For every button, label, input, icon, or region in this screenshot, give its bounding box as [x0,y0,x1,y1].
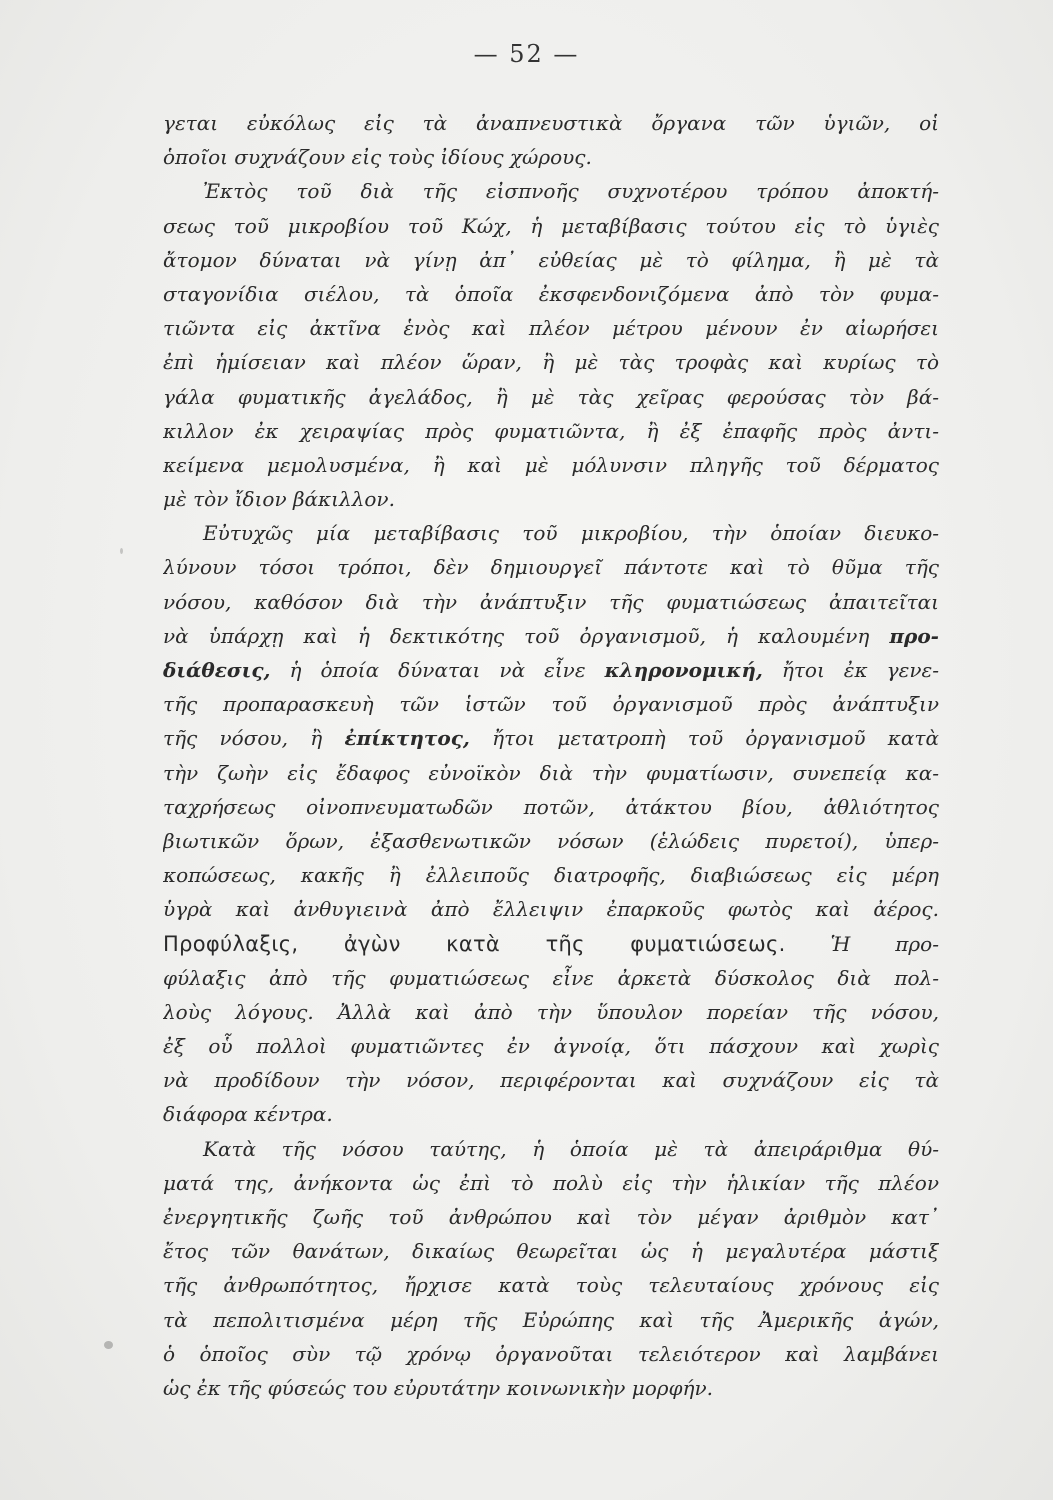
text-line [163,653,939,687]
text-line [163,1029,939,1063]
emphasized-term: ἐπίκτητος, [344,726,470,751]
line-text: νὰ προδίδουν τὴν νόσον, περιφέρονται καὶ συχνάζουν εἰς τὰ [163,1068,939,1093]
line-text: ἐπὶ ἡμίσειαν καὶ πλέον ὥραν, ἢ μὲ τὰς τροφὰς καὶ κυρίως τὸ [163,350,939,375]
line-text: Κατὰ τῆς νόσου ταύτης, ἡ ὁποία μὲ τὰ ἀπειράριθμα θύ- [203,1136,939,1161]
line-text: ὁ ὁποῖος σὺν τῷ χρόνῳ ὀργανοῦται τελειότερον καὶ λαμβάνει [163,1341,939,1366]
text-line [163,892,939,926]
text-line [163,756,939,790]
text-line [163,858,939,892]
text-line [163,345,939,379]
text-line [163,277,939,311]
line-text: γάλα φυματικῆς ἀγελάδος, ἢ μὲ τὰς χεῖρας φερούσας τὸν βά- [163,384,939,409]
line-text: τιῶντα εἰς ἀκτῖνα ἑνὸς καὶ πλέον μέτρου μένουν ἐν αἰωρήσει [163,316,939,341]
emphasized-term: διάθεσις, [163,658,271,682]
text-line [163,927,939,961]
text-line [163,1097,939,1131]
line-text: λύνουν τόσοι τρόποι, δὲν δημιουργεῖ πάντοτε καὶ τὸ θῦμα τῆς [163,555,939,580]
text-line [163,961,939,995]
paper-speck [104,1341,113,1349]
text-line [163,619,939,653]
text-line [163,243,939,277]
line-text: τῆς νόσου, ἢ [163,726,345,751]
line-text: Ἡ προ- [785,931,939,956]
line-text: μὲ τὸν ἴδιον βάκιλλον. [163,487,395,512]
line-text: βιωτικῶν ὅρων, ἐξασθενωτικῶν νόσων (ἑλώδεις πυρετοί), ὑπερ- [163,828,939,853]
text-line [163,1132,939,1166]
line-text: τὴν ζωὴν εἰς ἔδαφος εὐνοϊκὸν διὰ τὴν φυματίωσιν, συνεπείᾳ κα- [163,760,939,785]
line-text: σταγονίδια σιέλου, τὰ ὁποῖα ἐκσφενδονιζόμενα ἀπὸ τὸν φυμα- [163,281,939,306]
line-text: νὰ ὑπάρχῃ καὶ ἡ δεκτικότης τοῦ ὀργανισμοῦ, ἡ καλουμένη [163,623,890,648]
line-text: τῆς ἀνθρωπότητος, ἤρχισε κατὰ τοὺς τελευταίους χρόνους εἰς [163,1273,939,1298]
text-line [163,1200,939,1234]
line-text: φύλαξις ἀπὸ τῆς φυματιώσεως εἶνε ἀρκετὰ δύσκολος διὰ πολ- [163,965,939,990]
line-text: ἐνεργητικῆς ζωῆς τοῦ ἀνθρώπου καὶ τὸν μέγαν ἀριθμὸν κατ᾽ [163,1205,939,1229]
text-line [163,482,939,516]
text-line [163,1337,939,1371]
line-text: ἤτοι ἐκ γενε- [762,658,939,682]
text-line [163,687,939,721]
line-text: ἐξ οὗ πολλοὶ φυματιῶντες ἐν ἀγνοίᾳ, ὅτι πάσχουν καὶ χωρὶς [163,1034,939,1059]
text-line [163,516,939,550]
text-line [163,550,939,584]
line-text: τὰ πεπολιτισμένα μέρη τῆς Εὐρώπης καὶ τῆς Ἀμερικῆς ἀγών, [163,1307,939,1332]
text-line [163,174,939,208]
line-text: ταχρήσεως οἰνοπνευματωδῶν ποτῶν, ἀτάκτου βίου, ἀθλιότητος [163,794,939,819]
paper-speck [120,548,123,554]
line-text: Εὐτυχῶς μία μεταβίβασις τοῦ μικροβίου, τὴν ὁποίαν διευκο- [203,521,939,546]
text-line [163,1166,939,1200]
text-line [163,140,939,174]
section-heading: Προφύλαξις, ἀγὼν κατὰ τῆς φυματιώσεως. [163,931,786,956]
body-text [163,106,939,1405]
text-line [163,1371,939,1405]
text-line [163,311,939,345]
line-text: κιλλον ἐκ χειραψίας πρὸς φυματιῶντα, ἢ ἐξ ἐπαφῆς πρὸς ἀντι- [163,418,939,443]
text-line [163,790,939,824]
emphasized-term: προ- [889,623,939,648]
line-text: νόσου, καθόσον διὰ τὴν ἀνάπτυξιν τῆς φυματιώσεως ἀπαιτεῖται [163,589,939,614]
line-text: ὁποῖοι συχνάζουν εἰς τοὺς ἰδίους χώρους. [163,145,592,170]
text-line [163,380,939,414]
line-text: Ἐκτὸς τοῦ διὰ τῆς εἰσπνοῆς συχνοτέρου τρόπου ἀποκτή- [203,179,939,204]
line-text: ὑγρὰ καὶ ἀνθυγιεινὰ ἀπὸ ἔλλειψιν ἐπαρκοῦς φωτὸς καὶ ἀέρος. [163,897,939,922]
line-text: λοὺς λόγους. Ἀλλὰ καὶ ἀπὸ τὴν ὕπουλον πορείαν τῆς νόσου, [163,999,939,1024]
line-text: διάφορα κέντρα. [163,1102,333,1127]
line-text: σεως τοῦ μικροβίου τοῦ Κώχ, ἡ μεταβίβασις τούτου εἰς τὸ ὑγιὲς [163,213,939,238]
text-line [163,448,939,482]
line-text: ἔτος τῶν θανάτων, δικαίως θεωρεῖται ὡς ἡ μεγαλυτέρα μάστιξ [163,1239,939,1264]
page-number: — 52 — [473,40,580,68]
text-line [163,1303,939,1337]
line-text: ὡς ἐκ τῆς φύσεώς του εὐρυτάτην κοινωνικὴν μορφήν. [163,1375,714,1400]
line-text: γεται εὐκόλως εἰς τὰ ἀναπνευστικὰ ὄργανα τῶν ὑγιῶν, οἱ [163,111,939,135]
text-line [163,995,939,1029]
text-line [163,1063,939,1097]
text-line [163,209,939,243]
line-text: κοπώσεως, κακῆς ἢ ἐλλειποῦς διατροφῆς, διαβιώσεως εἰς μέρη [163,863,939,888]
text-line [163,1234,939,1268]
text-line [163,721,939,755]
line-text: ἄτομον δύναται νὰ γίνῃ ἀπ᾽ εὐθείας μὲ τὸ φίλημα, ἢ μὲ τὰ [163,247,939,272]
text-line [163,824,939,858]
emphasized-term: κληρονομική, [604,658,763,682]
text-line [163,1268,939,1302]
line-text: ἤτοι μετατροπὴ τοῦ ὀργανισμοῦ κατὰ [469,726,939,751]
text-line [163,585,939,619]
text-line [163,106,939,140]
line-text: τῆς προπαρασκευὴ τῶν ἱστῶν τοῦ ὀργανισμοῦ πρὸς ἀνάπτυξιν [163,692,939,717]
line-text: κείμενα μεμολυσμένα, ἢ καὶ μὲ μόλυνσιν πληγῆς τοῦ δέρματος [163,452,939,477]
line-text: ἡ ὁποία δύναται νὰ εἶνε [270,658,605,682]
line-text: ματά της, ἀνήκοντα ὡς ἐπὶ τὸ πολὺ εἰς τὴν ἡλικίαν τῆς πλέον [163,1170,939,1195]
text-line [163,414,939,448]
